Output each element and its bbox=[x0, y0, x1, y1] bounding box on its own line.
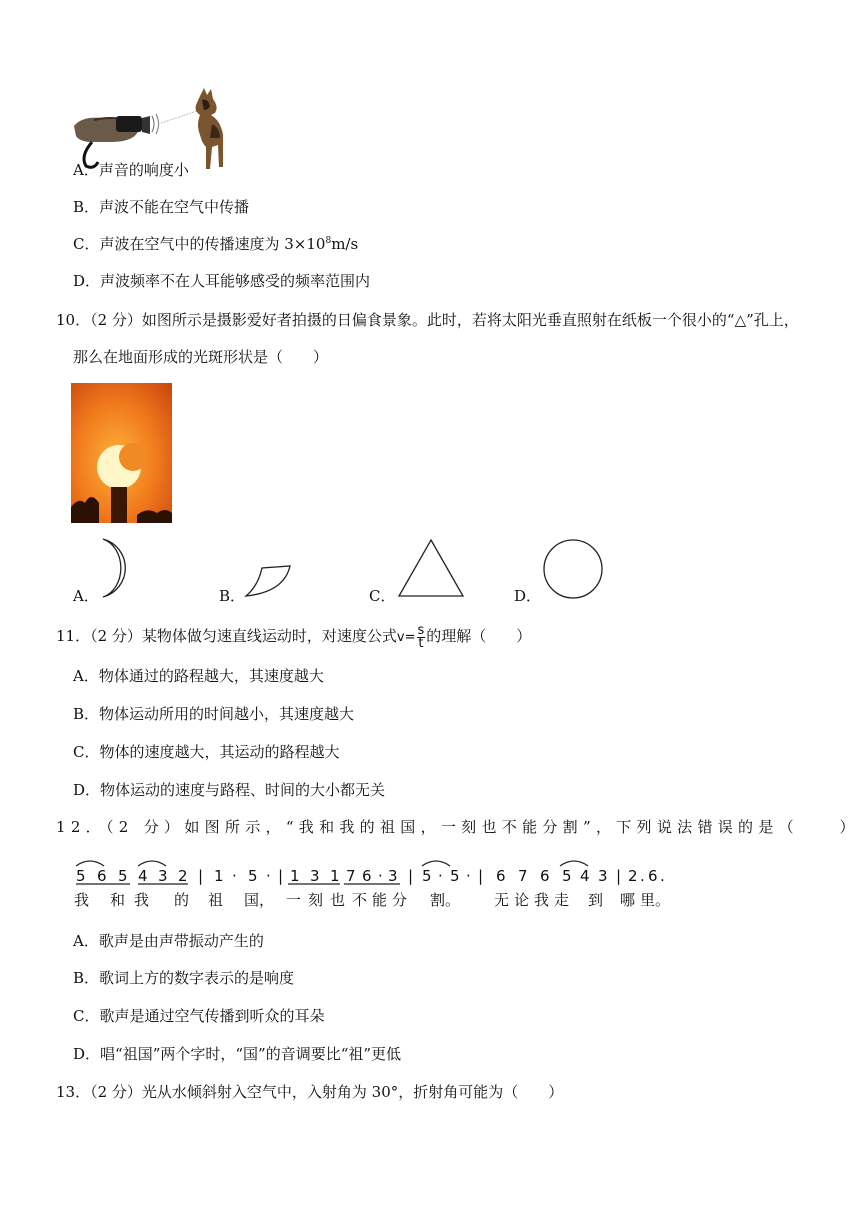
score-barline: | bbox=[198, 867, 204, 885]
score-barline: | bbox=[278, 867, 284, 885]
score-note: 3 bbox=[310, 867, 320, 885]
score-barline: | bbox=[408, 867, 414, 885]
q10-stem-line1: 10．（2 分）如图所示是摄影爱好者拍摄的日偏食景象。此时，若将太阳光垂直照射在纸板一个很小的“△”孔上， bbox=[56, 311, 799, 329]
lyric-char: 也 bbox=[330, 891, 346, 909]
score-note: 1 bbox=[290, 867, 300, 885]
q12-option-d: D．唱“祖国”两个字时，“国”的音调要比“祖”更低 bbox=[73, 1045, 402, 1063]
q9-option-d: D．声波频率不在人耳能够感受的频率范围内 bbox=[73, 272, 371, 290]
score-note: 1 bbox=[214, 867, 224, 885]
ultrasonic-dog-whistle-device-and-dog-icon bbox=[72, 86, 224, 172]
small-crescent-shape-icon bbox=[244, 564, 292, 598]
lyric-char: 分 bbox=[392, 891, 408, 909]
q10-option-c-label: C． bbox=[369, 587, 396, 605]
lyric-char: 走 bbox=[554, 891, 570, 909]
score-dot: · bbox=[438, 867, 443, 885]
q12-option-b: B．歌词上方的数字表示的是响度 bbox=[73, 969, 295, 987]
score-note: 1 bbox=[330, 867, 340, 885]
score-note: 4 bbox=[138, 867, 148, 885]
score-note: 6 bbox=[648, 867, 658, 885]
q13-stem: 13．（2 分）光从水倾斜射入空气中，入射角为 30°，折射角可能为（ ） bbox=[56, 1083, 564, 1101]
score-note: 5 bbox=[422, 867, 432, 885]
score-note: 5 bbox=[118, 867, 128, 885]
score-note: 5 bbox=[562, 867, 572, 885]
score-note: 6 bbox=[540, 867, 550, 885]
lyric-char: 里。 bbox=[640, 891, 671, 909]
lyric-char: 刻 bbox=[308, 891, 324, 909]
q10-option-d-label: D． bbox=[514, 587, 542, 605]
lyric-char: 的 bbox=[174, 891, 190, 909]
score-dot: . bbox=[660, 867, 665, 885]
crescent-shape-icon bbox=[99, 537, 145, 599]
score-note: 7 bbox=[518, 867, 528, 885]
score-note: 6 bbox=[362, 867, 372, 885]
q11-option-c: C．物体的速度越大，其运动的路程越大 bbox=[73, 743, 340, 761]
q11-option-a: A．物体通过的路程越大，其速度越大 bbox=[73, 667, 324, 685]
song-score-figure bbox=[74, 855, 714, 910]
q9-option-b: B．声波不能在空气中传播 bbox=[73, 198, 250, 216]
q11-option-d: D．物体运动的速度与路程、时间的大小都无关 bbox=[73, 781, 386, 799]
score-note: 5 bbox=[450, 867, 460, 885]
score-note: 2 bbox=[628, 867, 638, 885]
lyric-char: 我 bbox=[134, 891, 150, 909]
score-barline: | bbox=[478, 867, 484, 885]
lyric-char: 能 bbox=[372, 891, 388, 909]
score-dot: · bbox=[232, 867, 237, 885]
lyric-char: 我 bbox=[534, 891, 550, 909]
q9-option-a: A．声音的响度小 bbox=[73, 161, 189, 179]
score-note: 5 bbox=[76, 867, 86, 885]
speed-formula-fraction: $\frac{s}{t}$ bbox=[417, 622, 425, 651]
score-note: 6 bbox=[97, 867, 107, 885]
lyric-char: 祖 bbox=[208, 891, 224, 909]
score-note: 3 bbox=[388, 867, 398, 885]
score-dot: · bbox=[466, 867, 471, 885]
score-barline: | bbox=[616, 867, 622, 885]
lyric-char: 到 bbox=[588, 891, 604, 909]
score-dot: · bbox=[378, 867, 383, 885]
lyric-char: 和 bbox=[110, 891, 126, 909]
lyric-char: 论 bbox=[514, 891, 530, 909]
score-note: 3 bbox=[158, 867, 168, 885]
lyric-char: 我 bbox=[74, 891, 90, 909]
score-note: 4 bbox=[580, 867, 590, 885]
q12-stem: 12．（2 分）如图所示，“我和我的祖国，一刻也不能分割”，下列说法错误的是（ ） bbox=[56, 818, 860, 836]
q10-option-b-label: B． bbox=[219, 587, 246, 605]
q12-option-a: A．歌声是由声带振动产生的 bbox=[73, 932, 264, 950]
q12-option-c: C．歌声是通过空气传播到听众的耳朵 bbox=[73, 1007, 325, 1025]
score-dot: . bbox=[640, 867, 645, 885]
score-note: 5 bbox=[248, 867, 258, 885]
q11-stem: 11．（2 分）某物体做匀速直线运动时，对速度公式v= $\frac{s}{t}$ 的理解（ ） bbox=[56, 622, 532, 651]
q10-stem-line2: 那么在地面形成的光斑形状是（ ） bbox=[73, 348, 329, 366]
triangle-shape-icon bbox=[396, 537, 466, 599]
lyric-char: 哪 bbox=[620, 891, 636, 909]
score-dot: · bbox=[266, 867, 271, 885]
q11-option-b: B．物体运动所用的时间越小，其速度越大 bbox=[73, 705, 355, 723]
q9-option-c: C．声波在空气中的传播速度为 $3\times 10^8m/s$ bbox=[73, 235, 359, 253]
score-note: 2 bbox=[178, 867, 188, 885]
circle-shape-icon bbox=[541, 538, 605, 600]
lyric-char: 割。 bbox=[430, 891, 461, 909]
lyric-char: 一 bbox=[286, 891, 302, 909]
q10-option-a-label: A． bbox=[73, 587, 99, 605]
lyric-char: 无 bbox=[494, 891, 510, 909]
lyric-char: 国， bbox=[244, 891, 275, 909]
score-note: 6 bbox=[496, 867, 506, 885]
partial-solar-eclipse-photo-icon bbox=[71, 383, 172, 523]
score-note: 7 bbox=[346, 867, 356, 885]
lyric-char: 不 bbox=[352, 891, 368, 909]
score-note: 3 bbox=[598, 867, 608, 885]
